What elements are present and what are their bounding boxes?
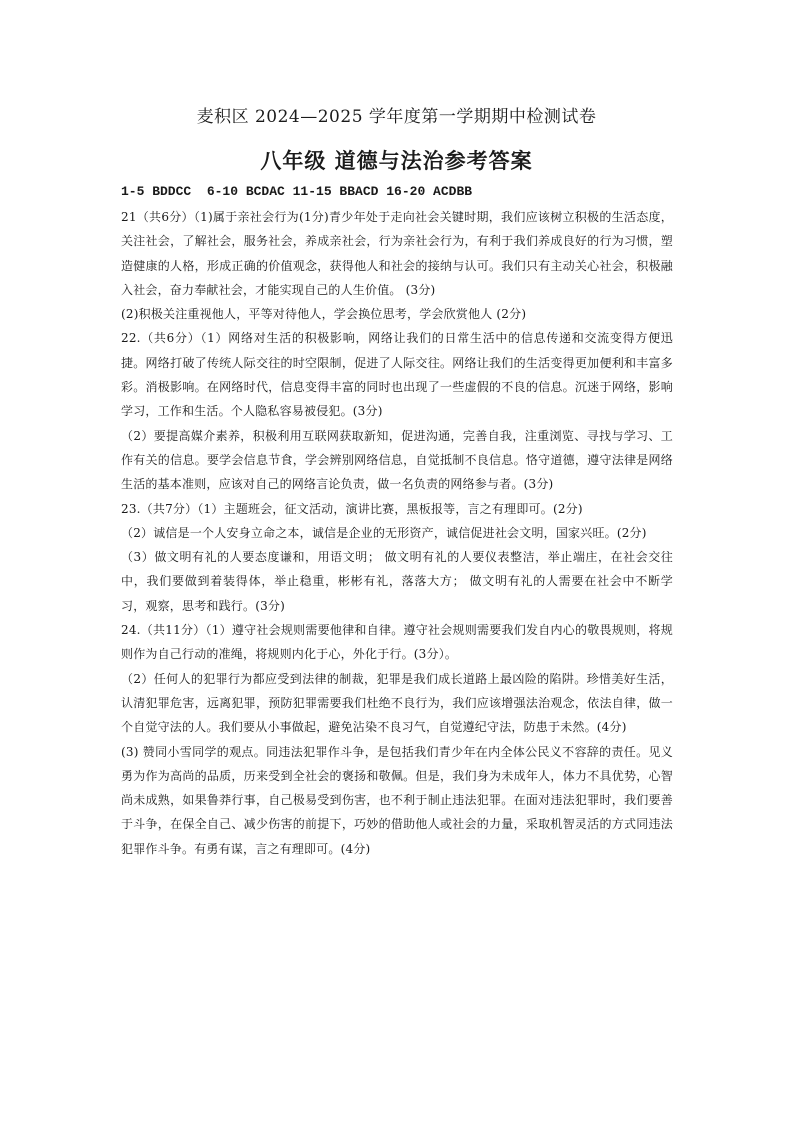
answer-q23-part2: （2）诚信是一个人安身立命之本，诚信是企业的无形资产，诚信促进社会文明，国家兴旺。(2分) [121, 525, 647, 540]
answer-q23-part3: （3）做文明有礼的人要态度谦和，用语文明； 做文明有礼的人要仪表整洁，举止端庄，在社会交往中，我们要做到着装得体，举止稳重，彬彬有礼，落落大方； 做文明有礼的人需要在社会中不断学习，观察，思考和践行。(3分) [121, 550, 673, 613]
answer-key-subtitle: 八年级 道德与法治参考答案 [260, 148, 533, 173]
answer-q24-part1: 24.（共11分）（1）遵守社会规则需要他律和自律。遵守社会规则需要我们发自内心的敬畏规则，将规则作为自己行动的准绳，将规则内化于心，外化于行。(3分）。 [121, 623, 673, 662]
answer-content [121, 182, 673, 861]
answer-q22-part2: （2）要提高媒介素养，积极利用互联网获取新知，促进沟通，完善自我，注重浏览、寻找与学习、工作有关的信息。要学会信息节食，学会辨别网络信息，自觉抵制不良信息。恪守道德，遵守法律是网络生活的基本准则，应该对自己的网络言论负责，做一名负责的网络参与者。(3分) [121, 428, 673, 492]
answer-q22-part1: 22.（共6分）（1）网络对生活的积极影响，网络让我们的日常生活中的信息传递和交流变得方便迅捷。网络打破了传统人际交往的时空限制，促进了人际交往。网络让我们的生活变得更加便利和丰富多彩。消极影响。在网络时代，信息变得丰富的同时也出现了一些虚假的不良的信息。沉迷于网络，影响学习，工作和生活。个人隐私容易被侵犯。(3分) [121, 331, 673, 419]
answer-q21-part1: 21（共6分）（1)属于亲社会行为(1分)青少年处于走向社会关键时期，我们应该树立积极的生活态度，关注社会，了解社会，服务社会，养成亲社会，行为亲社会行为，有利于我们养成良好的行为习惯，塑造健康的人格，形成正确的价值观念，获得他人和社会的接纳与认可。我们只有主动关心社会，积极融入社会，奋力奉献社会，才能实现自己的人生价值。 (3分) [121, 210, 673, 297]
answer-q21-part2: (2)积极关注重视他人，平等对待他人，学会换位思考，学会欣赏他人 (2分) [121, 307, 527, 322]
answer-q24-part2: （2）任何人的犯罪行为都应受到法律的制裁，犯罪是我们成长道路上最凶险的陷阱。珍惜美好生活，认清犯罪危害，远离犯罪，预防犯罪需要我们杜绝不良行为，我们应该增强法治观念，依法自律，做一个自觉守法的人。我们要从小事做起，避免沾染不良习气，自觉遵纪守法，防患于未然。(4分) [121, 671, 673, 735]
exam-title: 麦积区 2024—2025 学年度第一学期期中检测试卷 [196, 107, 597, 127]
answer-q24-part3: (3) 赞同小雪同学的观点。同违法犯罪作斗争，是包括我们青少年在内全体公民义不容辞的责任。见义勇为作为高尚的品质，历来受到全社会的褒扬和敬佩。但是，我们身为未成年人，体力不具优势，心智尚未成熟，如果鲁莽行事，自己极易受到伤害，也不利于制止违法犯罪。在面对违法犯罪时，我们要善于斗争，在保全自己、减少伤害的前提下，巧妙的借助他人或社会的力量，采取机智灵活的方式同违法犯罪作斗争。有勇有谋，言之有理即可。(4分) [121, 744, 673, 856]
answer-q23-part1: 23.（共7分）（1）主题班会，征文活动，演讲比赛，黑板报等，言之有理即可。(2分) [121, 501, 583, 516]
multiple-choice-answers: 1-5 BDDCC 6-10 BCDAC 11-15 BBACD 16-20 ACDBB [121, 184, 473, 199]
